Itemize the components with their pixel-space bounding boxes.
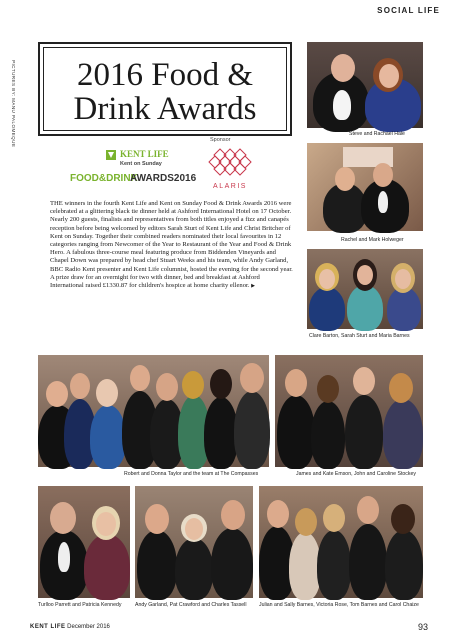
article-body: THE winners in the fourth Kent Life and Kent on Sunday Food & Drink Awards 2016 were celebrated at a glittering black tie dinner held at Ashford International Hotel on 17 October. Nearly 200 guests, finalists and representatives from both titles enjoyed a fizz and canapés reception before being welcomed by editors Sarah Sturt of Kent Life and Christ Britcher of Kent on Sunday. Together their combined readers nominated their local favourites in 12 categories ranging from Newcomer of the Year to Restaurant of the Year and Food & Drink Hero. A fabulous three-course meal featuring produce from Biddenden Vineyards and Chapel Down was prepared by head chef Stuart Weeks and his team, while Andy Garland, BBC Radio Kent presenter and Kent Life columnist, hosted the evening for the second year. A prize draw for an overnight for two with dinner, bed and breakfast at Ashford International raised £1330.87 for children's hospice at home charity ellenor. ▶ bbox=[50, 200, 293, 290]
section-label: SOCIAL LIFE bbox=[377, 6, 440, 15]
photo-emson-stockey bbox=[275, 355, 423, 467]
alaris-logo bbox=[204, 146, 256, 192]
title-frame bbox=[38, 42, 292, 136]
page-number: 93 bbox=[417, 622, 428, 632]
awards-wordmark: AWARDS2016 bbox=[130, 173, 197, 184]
caption-steve-rachael-hale: Steve and Rachael Hale bbox=[349, 131, 405, 137]
photo-steve-rachael-hale bbox=[307, 42, 423, 128]
caption-robert-donna-taylor: Robert and Donna Taylor and the team at The Compasses bbox=[124, 471, 259, 477]
food-drink-wordmark: FOOD&DRINK bbox=[70, 173, 138, 184]
photo-clare-sarah-maria bbox=[307, 249, 423, 329]
alaris-wordmark: ALARIS bbox=[213, 183, 247, 190]
caption-clare-sarah-maria: Clare Barton, Sarah Sturt and Maria Barnes bbox=[309, 333, 410, 339]
kent-on-sunday-wordmark: Kent on Sunday bbox=[120, 161, 162, 167]
kent-life-wordmark: KENT LIFE bbox=[120, 149, 169, 159]
page-title: 2016 Food & Drink Awards bbox=[73, 57, 257, 127]
caption-garland-crawford-tassell: Andy Garland, Pat Crawford and Charles Tassell bbox=[135, 602, 247, 608]
photo-barnes-rose-chaize bbox=[259, 486, 423, 598]
photo-rachel-mark-holweger bbox=[307, 143, 423, 231]
caption-rachel-mark-holweger: Rachel and Mark Holweger bbox=[341, 237, 404, 243]
caption-emson-stockey: James and Kate Emson, John and Caroline Stockey bbox=[296, 471, 416, 477]
food-drink-awards-logo bbox=[68, 146, 197, 190]
caption-barnes-rose-chaize: Julian and Sally Barnes, Victoria Rose, Tom Barnes and Carol Chaize bbox=[259, 602, 419, 608]
photo-parrett-kennedy bbox=[38, 486, 130, 598]
footer-magazine: KENT LIFE December 2016 bbox=[30, 624, 110, 630]
caption-parrett-kennedy: Turlloo Parrett and Patricia Kennedy bbox=[38, 602, 122, 608]
photo-garland-crawford-tassell bbox=[135, 486, 253, 598]
sponsor-label: Sponsor bbox=[210, 137, 231, 143]
end-marker: ▶ bbox=[251, 284, 256, 290]
photo-robert-donna-taylor bbox=[38, 355, 269, 467]
photo-credit: PICTURES BY: MANU PALOMEQUE bbox=[11, 60, 16, 148]
